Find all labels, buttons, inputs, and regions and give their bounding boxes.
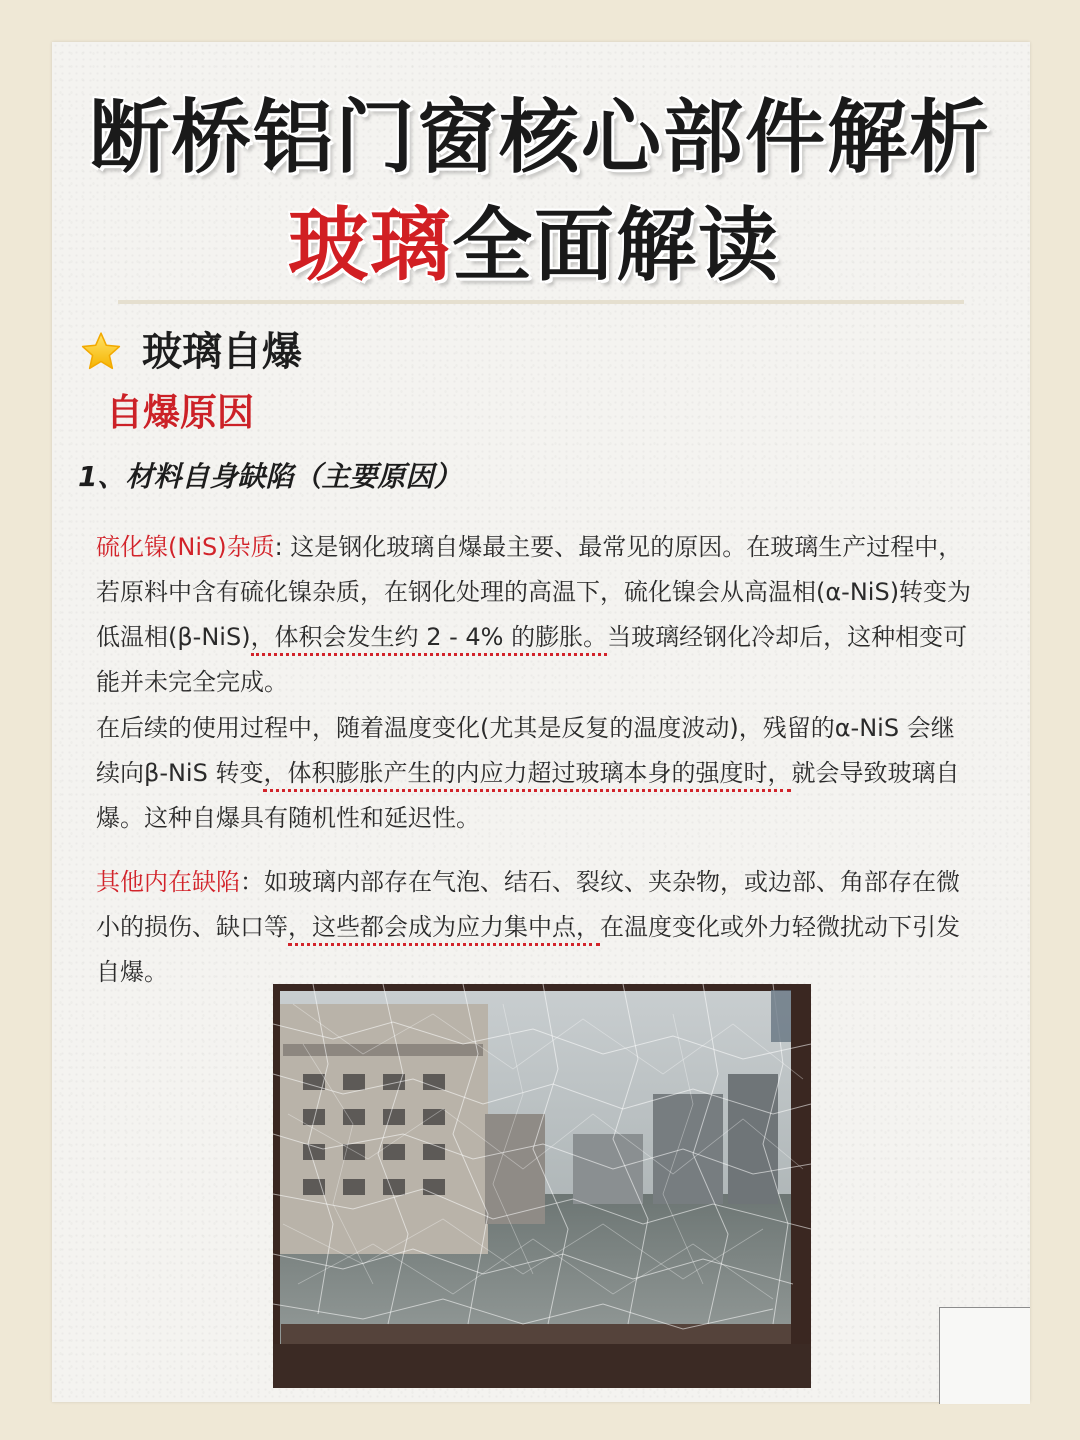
paragraph-transition	[96, 706, 976, 841]
title-divider	[118, 300, 964, 304]
paragraph-other-defects	[96, 860, 976, 995]
broken-glass-illustration	[273, 984, 811, 1388]
paragraph-nis-text-b: 当玻璃经钢化冷却后，这种相变可能并未完全完成。	[96, 623, 968, 696]
title-rest: 全面解读	[452, 199, 780, 292]
paragraph-nis-text-a: : 这是钢化玻璃自爆最主要、最常见的原因。在玻璃生产过程中，若原料中含有硫化镍杂质，在钢化处理的高温下，硫化镍会从高温相(α-NiS)转变为低温相(β-NiS)	[96, 533, 972, 651]
paragraph-transition-text-a: 在后续的使用过程中，随着温度变化(尤其是反复的温度波动)，残留的α-NiS 会继续向β-NiS 转变	[96, 714, 955, 787]
term-other-defects: 其他内在缺陷	[96, 868, 240, 896]
item-title: 1、材料自身缺陷（主要原因）	[78, 460, 462, 493]
star-icon	[80, 330, 122, 372]
broken-glass-photo	[273, 984, 811, 1388]
paragraph-other-text-a: ：如玻璃内部存在气泡、结石、裂纹、夹杂物，或边部、角部存在微小的损伤、缺口等	[96, 868, 960, 941]
term-nis: 硫化镍(NiS)杂质	[96, 533, 275, 561]
title-highlight: 玻璃	[288, 199, 452, 292]
section-title: 玻璃自爆	[142, 329, 302, 375]
page-corner	[939, 1307, 1030, 1404]
paragraph-other-text-b: 在温度变化或外力轻微扰动下引发自爆。	[96, 913, 960, 986]
underlined-phrase: ，这些都会成为应力集中点，	[288, 913, 600, 946]
page-title-line-1: 断桥铝门窗核心部件解析	[89, 91, 991, 184]
page-title-line-2	[0, 196, 1074, 296]
underlined-phrase: ，体积会发生约 2 - 4% 的膨胀。	[251, 623, 608, 656]
paragraph-nis	[96, 525, 976, 705]
paragraph-transition-text-b: 就会导致玻璃自爆。这种自爆具有随机性和延迟性。	[96, 759, 960, 832]
underlined-phrase: ，体积膨胀产生的内应力超过玻璃本身的强度时，	[263, 759, 791, 792]
section-subtitle: 自爆原因	[106, 391, 254, 434]
